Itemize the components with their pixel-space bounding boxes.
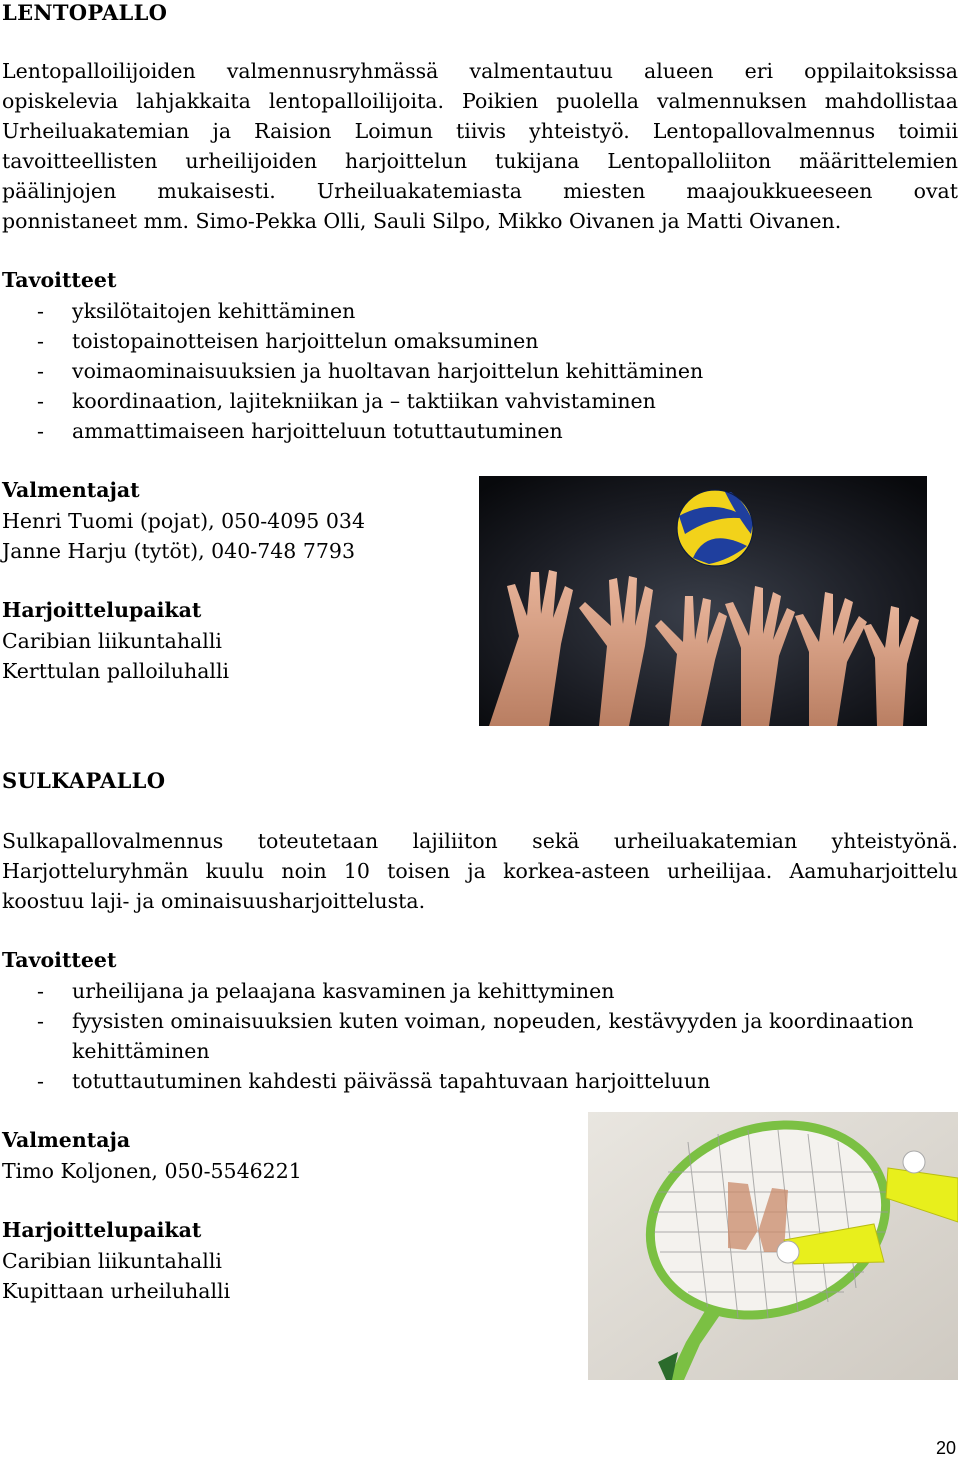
sulkapallo-venues-heading: Harjoittelupaikat <box>2 1218 202 1242</box>
sulkapallo-goals-heading: Tavoitteet <box>2 948 117 972</box>
section-title-sulkapallo: SULKAPALLO <box>2 768 166 793</box>
list-item <box>2 1066 958 1096</box>
lentopallo-intro <box>2 56 958 236</box>
list-item-text: voimaominaisuuksien ja huoltavan harjoittelun kehittäminen <box>72 359 704 383</box>
list-item <box>2 1006 958 1066</box>
lentopallo-goals-heading: Tavoitteet <box>2 268 117 292</box>
list-item <box>2 356 703 386</box>
intro-line: opiskelevia lahjakkaita lentopalloilijoita. Poikien puolella valmennuksen mahdollistaa <box>2 89 958 113</box>
sulkapallo-coach-heading: Valmentaja <box>2 1128 131 1152</box>
intro-line: Harjotteluryhmän kuulu noin 10 toisen ja korkea-asteen urheilijaa. Aamuharjoittelu <box>2 859 958 883</box>
list-item <box>2 296 703 326</box>
venue-caribian: Caribian liikuntahalli <box>2 629 222 653</box>
venue-caribian: Caribian liikuntahalli <box>2 1249 222 1273</box>
lentopallo-goals-list <box>2 296 703 446</box>
intro-line: tavoitteellisten urheilijoiden harjoittelun tukijana Lentopalloliiton määrittelemien <box>2 149 958 173</box>
list-dash: - <box>37 979 44 1003</box>
intro-line: Lentopalloilijoiden valmennusryhmässä valmentautuu alueen eri oppilaitoksissa <box>2 59 958 83</box>
volleyball-photo <box>479 476 927 726</box>
intro-line: Urheiluakatemian ja Raision Loimun tiivis yhteistyö. Lentopallovalmennus toimii <box>2 119 958 143</box>
venue-kupittaa: Kupittaan urheiluhalli <box>2 1279 231 1303</box>
venue-kerttula: Kerttulan palloiluhalli <box>2 659 230 683</box>
list-dash: - <box>37 299 44 323</box>
intro-line: ponnistaneet mm. Simo-Pekka Olli, Sauli Silpo, Mikko Oivanen ja Matti Oivanen. <box>2 209 842 233</box>
coach-janne: Janne Harju (tytöt), 040-748 7793 <box>2 539 356 563</box>
list-dash: - <box>37 389 44 413</box>
intro-line: Sulkapallovalmennus toteutetaan lajiliiton sekä urheiluakatemian yhteistyönä. <box>2 829 958 853</box>
intro-line: koostuu laji- ja ominaisuusharjoittelusta. <box>2 889 426 913</box>
list-dash: - <box>37 419 44 443</box>
list-dash: - <box>37 359 44 383</box>
list-item-text: ammattimaiseen harjoitteluun totuttautuminen <box>72 419 563 443</box>
list-dash: - <box>37 329 44 353</box>
list-item-text: urheilijana ja pelaajana kasvaminen ja kehittyminen <box>72 979 615 1003</box>
coach-timo: Timo Koljonen, 050-5546221 <box>2 1159 302 1183</box>
section-title-lentopallo: LENTOPALLO <box>2 0 168 25</box>
list-dash: - <box>37 1009 44 1033</box>
list-item-text: fyysisten ominaisuuksien kuten voiman, nopeuden, kestävyyden ja koordinaation kehittäminen <box>72 1009 914 1063</box>
volleyball-icon <box>677 490 753 566</box>
list-item <box>2 416 703 446</box>
lentopallo-coaches-heading: Valmentajat <box>2 478 140 502</box>
badminton-photo <box>588 1112 958 1380</box>
list-item <box>2 326 703 356</box>
page-number: 20 <box>935 1438 956 1458</box>
list-item-text: koordinaation, lajitekniikan ja – taktiikan vahvistaminen <box>72 389 656 413</box>
list-item <box>2 386 703 416</box>
lentopallo-venues-heading: Harjoittelupaikat <box>2 598 202 622</box>
list-item-text: totuttautuminen kahdesti päivässä tapahtuvaan harjoitteluun <box>72 1069 711 1093</box>
intro-line: päälinjojen mukaisesti. Urheiluakatemiasta miesten maajoukkueeseen ovat <box>2 179 958 203</box>
sulkapallo-goals-list <box>2 976 958 1096</box>
list-dash: - <box>37 1069 44 1093</box>
list-item-text: toistopainotteisen harjoittelun omaksuminen <box>72 329 539 353</box>
list-item <box>2 976 958 1006</box>
sulkapallo-intro <box>2 826 958 916</box>
list-item-text: yksilötaitojen kehittäminen <box>72 299 356 323</box>
coach-henri: Henri Tuomi (pojat), 050-4095 034 <box>2 509 365 533</box>
